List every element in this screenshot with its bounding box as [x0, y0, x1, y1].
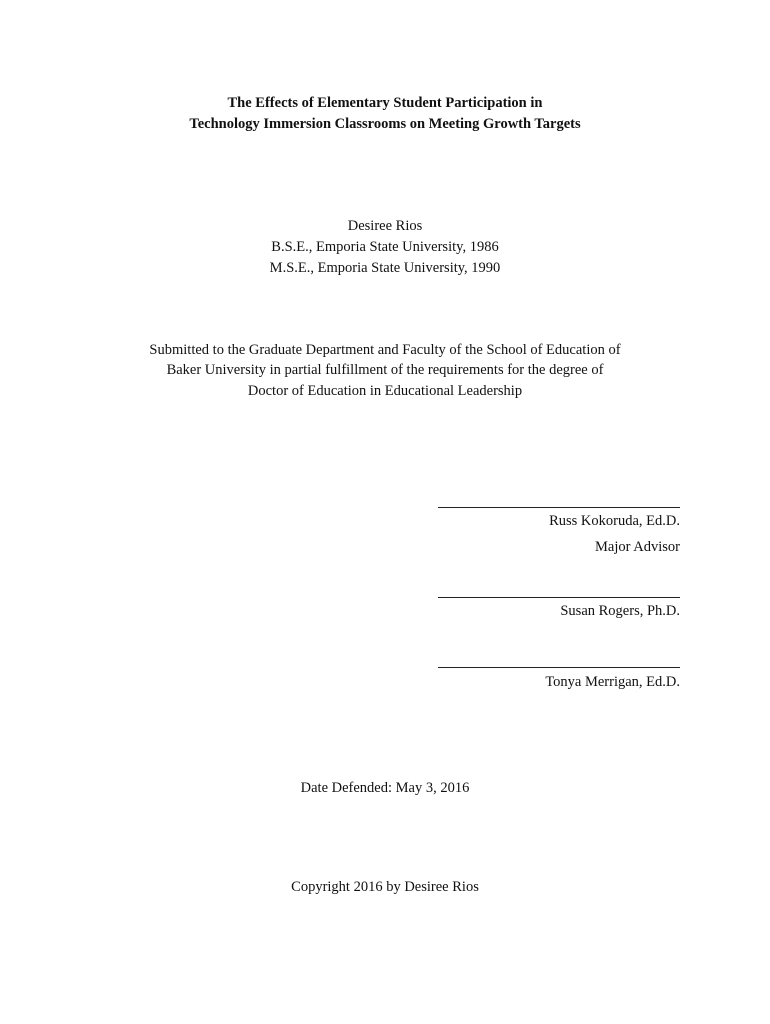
author-degree-2: M.S.E., Emporia State University, 1990: [269, 260, 501, 276]
signatory-name: Russ Kokoruda, Ed.D.: [549, 513, 680, 529]
submission-line-1: Submitted to the Graduate Department and Faculty of the School of Education of: [149, 342, 621, 358]
title-line-1: The Effects of Elementary Student Participation in: [227, 95, 543, 111]
signature-line: [438, 667, 680, 668]
copyright-notice: Copyright 2016 by Desiree Rios: [291, 879, 479, 895]
signature-block-member-2: [438, 667, 680, 692]
signatory-name: Susan Rogers, Ph.D.: [560, 603, 680, 619]
submission-line-2: Baker University in partial fulfillment of the requirements for the degree of: [166, 362, 604, 378]
signatory-role: Major Advisor: [595, 539, 680, 555]
author-degree-1: B.S.E., Emporia State University, 1986: [271, 239, 499, 255]
signature-block-advisor: [438, 507, 680, 557]
signatory-name: Tonya Merrigan, Ed.D.: [545, 674, 680, 690]
submission-line-3: Doctor of Education in Educational Leadership: [247, 383, 523, 399]
signature-block-member-1: [438, 597, 680, 621]
title-line-2: Technology Immersion Classrooms on Meeting Growth Targets: [189, 116, 581, 132]
date-defended: Date Defended: May 3, 2016: [300, 780, 470, 796]
author-name: Desiree Rios: [347, 218, 423, 234]
signature-line: [438, 507, 680, 508]
signature-line: [438, 597, 680, 598]
